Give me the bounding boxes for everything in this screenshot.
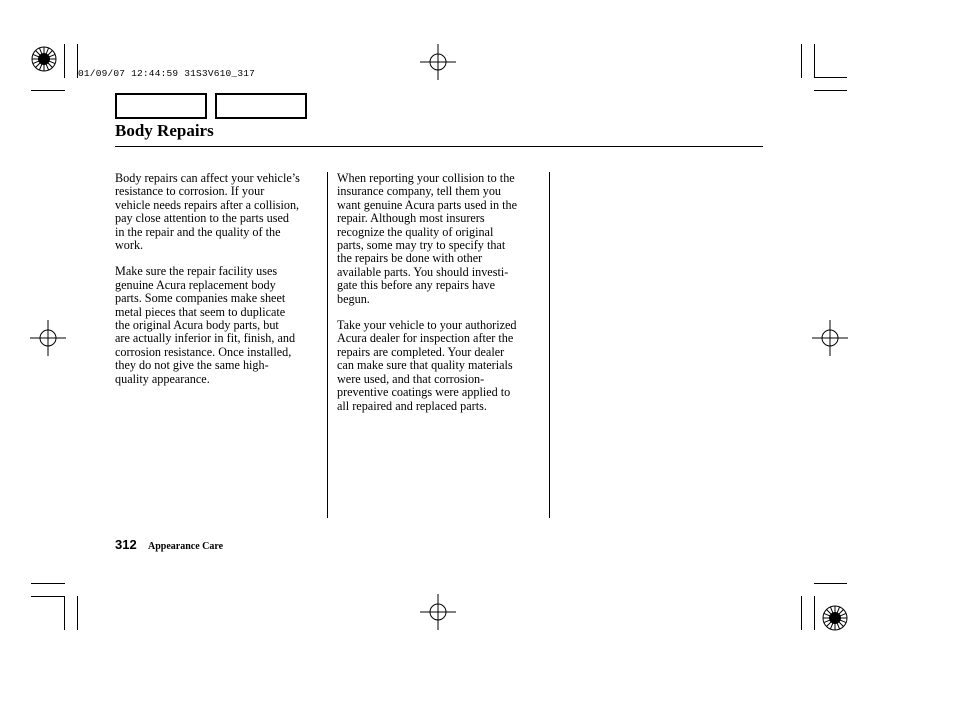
crop-mark <box>801 44 802 78</box>
crop-mark <box>814 583 847 584</box>
crop-mark <box>31 583 65 584</box>
column-divider <box>549 172 550 518</box>
crosshair-registration-icon <box>812 320 848 356</box>
crop-mark <box>814 77 847 78</box>
crop-mark <box>77 596 78 630</box>
sunburst-registration-icon <box>822 605 848 631</box>
header-tab-box <box>215 93 307 119</box>
page-number: 312 <box>115 537 137 552</box>
crop-mark <box>31 90 65 91</box>
column-divider <box>327 172 328 518</box>
text-column-middle <box>337 172 547 426</box>
header-tab-box <box>115 93 207 119</box>
body-paragraph: Body repairs can affect your vehicle’s resistance to corrosion. If your vehicle needs repairs after a collision, pay close attention to the parts used in the repair and the quality of the work. <box>115 171 300 253</box>
crosshair-registration-icon <box>420 44 456 80</box>
crop-mark <box>814 90 847 91</box>
text-column-left <box>115 172 325 399</box>
section-name: Appearance Care <box>148 541 224 552</box>
crosshair-registration-icon <box>420 594 456 630</box>
crop-mark <box>64 596 65 630</box>
crop-mark <box>801 596 802 630</box>
crop-mark <box>31 596 65 597</box>
body-paragraph: Make sure the repair facility uses genuine Acura replacement body parts. Some companies make sheet metal pieces that seem to duplicate the original Acura body parts, but are actually inferior in fit, finish, and corrosion resistance. Once installed, they do not give the same high- quality appearance. <box>115 264 296 386</box>
body-paragraph: Take your vehicle to your authorized Acura dealer for inspection after the repairs are completed. Your dealer can make sure that quality materials were used, and that corrosion- preventive coatings were applied to all repaired and replaced parts. <box>337 318 517 413</box>
body-paragraph: When reporting your collision to the insurance company, tell them you want genuine Acura parts used in the repair. Although most insurers recognize the quality of original parts, some may try to specify that the repairs be done with other available parts. You should investi- gate this before any repairs have begun. <box>337 171 518 306</box>
crop-mark <box>814 44 815 78</box>
crop-mark <box>64 44 65 78</box>
crosshair-registration-icon <box>30 320 66 356</box>
print-timestamp: 01/09/07 12:44:59 31S3V610_317 <box>78 68 256 79</box>
page-title: Body Repairs <box>115 121 214 140</box>
sunburst-registration-icon <box>31 46 57 72</box>
crop-mark <box>814 596 815 630</box>
title-rule <box>115 146 763 147</box>
